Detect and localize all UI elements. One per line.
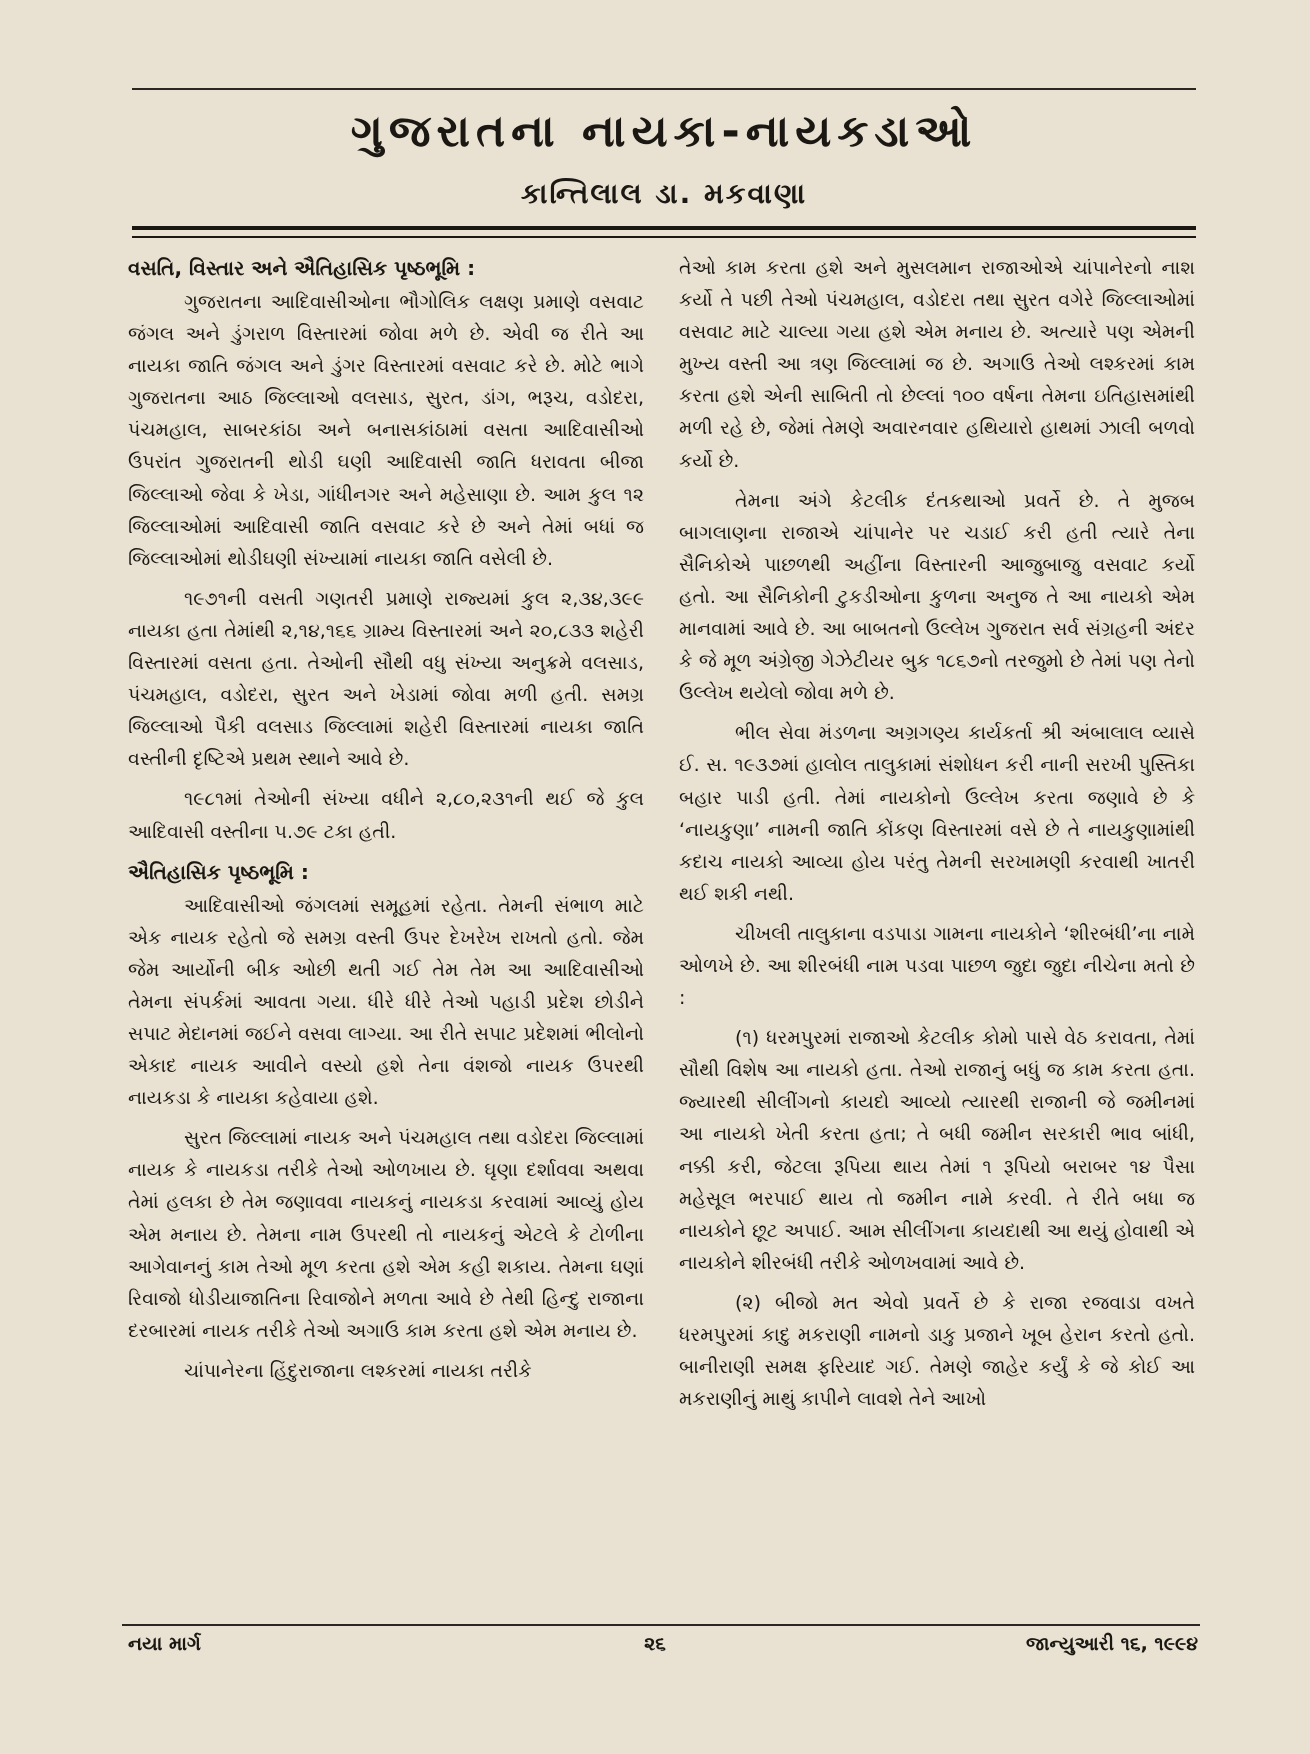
paragraph: ગુજરાતના આદિવાસીઓના ભૌગોલિક લક્ષણ પ્રમાણે વસવાટ જંગલ અને ડુંગરાળ વિસ્તારમાં જોવા મળે છે. એવી જ રીતે આ નાયકા જાતિ જંગલ અને ડુંગર વિસ્તારમાં વસવાટ કરે છે. મોટે ભાગે ગુજરાતના આઠ જિલ્લાઓ વલસાડ, સુરત, ડાંગ, ભરૂચ, વડોદરા, પંચમહાલ, સાબરકાંઠા અને બનાસકાંઠામાં વસતા આદિવાસીઓ ઉપરાંત ગુજરાતની થોડી ઘણી આદિવાસી જાતિ ધરાવતા બીજા જિલ્લાઓ જેવા કે ખેડા, ગાંધીનગર અને મહેસાણા છે. આમ કુલ ૧૨ જિલ્લાઓમાં આદિવાસી જાતિ વસવાટ કરે છે અને તેમાં બધાં જ જિલ્લાઓમાં થોડીઘણી સંખ્યામાં નાયકા જાતિ વસેલી છે. [128, 291, 644, 570]
right-column [679, 252, 1195, 1612]
left-column [128, 252, 644, 1612]
paragraph: (૨) બીજો મત એવો પ્રવર્તે છે કે રાજા રજવાડા વખતે ધરમપુરમાં કાદુ મકરાણી નામનો ડાકુ પ્રજાને ખૂબ હેરાન કરતો હતો. બાનીરાણી સમક્ષ ફરિયાદ ગઈ. તેમણે જાહેર કર્યું કે જે કોઈ આ મકરાણીનું માથું કાપીને લાવશે તેને આખો [679, 1291, 1195, 1411]
paragraph: તેઓ કામ કરતા હશે અને મુસલમાન રાજાઓએ ચાંપાનેરનો નાશ કર્યો તે પછી તેઓ પંચમહાલ, વડોદરા તથા સુરત વગેરે જિલ્લાઓમાં વસવાટ માટે ચાલ્યા ગયા હશે એમ મનાય છે. અત્યારે પણ એમની મુખ્ય વસ્તી આ ત્રણ જિલ્લામાં જ છે. અગાઉ તેઓ લશ્કરમાં કામ કરતા હશે એની સાબિતી તો છેલ્લાં ૧૦૦ વર્ષના તેમના ઇતિહાસમાંથી મળી રહે છે, જેમાં તેમણે અવારનવાર હથિયારો હાથમાં ઝાલી બળવો કર્યો છે. [679, 257, 1195, 472]
header-rule-thick [132, 226, 1196, 230]
paragraph: ચાંપાનેરના હિંદુરાજાના લશ્કરમાં નાયકા તરીકે [184, 1359, 532, 1382]
paragraph: તેમના અંગે કેટલીક દંતકથાઓ પ્રવર્તે છે. તે મુજબ બાગલાણના રાજાએ ચાંપાનેર પર ચડાઈ કરી હતી ત્યારે તેના સૈનિકોએ પાછળથી અહીંના વિસ્તારની આજુબાજુ વસવાટ કર્યો હતો. આ સૈનિકોની ટુકડીઓના કુળના અનુજ તે આ નાયકો એમ માનવામાં આવે છે. આ બાબતનો ઉલ્લેખ ગુજરાત સર્વ સંગ્રહની અંદર કે જે મૂળ અંગ્રેજી ગેઝેટીયર બુક ૧૮૬૭નો તરજુમો છે તેમાં પણ તેનો ઉલ્લેખ થયેલો જોવા મળે છે. [679, 489, 1195, 705]
article-title: ગુજરાતના નાયકા-નાયકડાઓ [350, 106, 978, 157]
footer-page-number: ૨૬ [644, 1633, 666, 1655]
paragraph: ૧૯૮૧માં તેઓની સંખ્યા વધીને ૨,૮૦,૨૩૧ની થઈ જે કુલ આદિવાસી વસ્તીના ૫.૭૯ ટકા હતી. [128, 788, 644, 843]
paragraph: ચીખલી તાલુકાના વડપાડા ગામના નાયકોને ‘શીરબંધી’ના નામે ઓળખે છે. આ શીરબંધી નામ પડવા પાછળ જુદા જુદા નીચેના મતો છે : [679, 922, 1195, 1010]
section-heading-population: વસતિ, વિસ્તાર અને ઐતિહાસિક પૃષ્ઠભૂમિ : [128, 256, 476, 280]
paragraph: (૧) ધરમપુરમાં રાજાઓ કેટલીક કોમો પાસે વેઠ કરાવતા, તેમાં સૌથી વિશેષ આ નાયકો હતા. તેઓ રાજાનું બધું જ કામ કરતા હતા. જ્યારથી સીલીંગનો કાયદો આવ્યો ત્યારથી રાજાની જે જમીનમાં આ નાયકો ખેતી કરતા હતા; તે બધી જમીન સરકારી ભાવ બાંધી, નક્કી કરી, જેટલા રૂપિયા થાય તેમાં ૧ રૂપિયો બરાબર ૧૪ પૈસા મહેસૂલ ભરપાઈ થાય તો જમીન નામે કરવી. તે રીતે બધા જ નાયકોને છૂટ અપાઈ. આમ સીલીંગના કાયદાથી આ થયું હોવાથી એ નાયકોને શીરબંધી તરીકે ઓળખવામાં આવે છે. [679, 1027, 1195, 1274]
paragraph: ૧૯૭૧ની વસતી ગણતરી પ્રમાણે રાજ્યમાં કુલ ૨,૩૪,૩૯૯ નાયકા હતા તેમાંથી ૨,૧૪,૧૬૬ ગ્રામ્ય વિસ્તારમાં અને ૨૦,૮૩૩ શહેરી વિસ્તારમાં વસતા હતા. તેઓની સૌથી વધુ સંખ્યા અનુક્રમે વલસાડ, પંચમહાલ, વડોદરા, સુરત અને ખેડામાં જોવા મળી હતી. સમગ્ર જિલ્લાઓ પૈકી વલસાડ જિલ્લામાં શહેરી વિસ્તારમાં નાયકા જાતિ વસ્તીની દૃષ્ટિએ પ્રથમ સ્થાને આવે છે. [128, 587, 644, 771]
section-heading-history: ઐતિહાસિક પૃષ્ઠભૂમિ : [128, 859, 309, 884]
paragraph: ભીલ સેવા મંડળના અગ્રગણ્ય કાર્યકર્તા શ્રી અંબાલાલ વ્યાસે ઈ. સ. ૧૯૩૭માં હાલોલ તાલુકામાં સંશોધન કરી નાની સરખી પુસ્તિકા બહાર પાડી હતી. તેમાં નાયકોનો ઉલ્લેખ કરતા જણાવે છે કે ‘નાયકુણા’ નામની જાતિ કોંકણ વિસ્તારમાં વસે છે તે નાયકુણામાંથી કદાચ નાયકો આવ્યા હોય પરંતુ તેમની સરખામણી કરવાથી ખાતરી થઈ શકી નથી. [679, 722, 1195, 905]
footer-rule [122, 1624, 1200, 1626]
article-author: કાન્તિલાલ ડા. મકવાણા [520, 177, 808, 210]
footer-date: જાન્યુઆરી ૧૬, ૧૯૯૪ [1026, 1633, 1198, 1655]
footer-publication: નયા માર્ગ [128, 1633, 201, 1655]
header-rule-thin [132, 236, 1196, 238]
paragraph: સુરત જિલ્લામાં નાયક અને પંચમહાલ તથા વડોદરા જિલ્લામાં નાયક કે નાયકડા તરીકે તેઓ ઓળખાય છે. ઘૃણા દર્શાવવા અથવા તેમાં હલકા છે તેમ જણાવવા નાયકનું નાયકડા કરવામાં આવ્યું હોય એમ મનાય છે. તેમના નામ ઉપરથી તો નાયકનું એટલે કે ટોળીના આગેવાનનું કામ તેઓ મૂળ કરતા હશે એમ કહી શકાય. તેમના ઘણાં રિવાજો ધોડીયાજાતિના રિવાજોને મળતા આવે છે તેથી હિન્દુ રાજાના દરબારમાં નાયક તરીકે તેઓ અગાઉ કામ કરતા હશે એમ મનાય છે. [128, 1127, 644, 1342]
top-rule [132, 88, 1196, 90]
paragraph: આદિવાસીઓ જંગલમાં સમૂહમાં રહેતા. તેમની સંભાળ માટે એક નાયક રહેતો જે સમગ્ર વસ્તી ઉપર દેખરેખ રાખતો હતો. જેમ જેમ આર્યોની બીક ઓછી થતી ગઈ તેમ તેમ આ આદિવાસીઓ તેમના સંપર્કમાં આવતા ગયા. ધીરે ધીરે તેઓ પહાડી પ્રદેશ છોડીને સપાટ મેદાનમાં જઈને વસવા લાગ્યા. આ રીતે સપાટ પ્રદેશમાં ભીલોનો એકાદ નાયક આવીને વસ્યો હશે તેના વંશજો નાયક ઉપરથી નાયકડા કે નાયકા કહેવાયા હશે. [128, 894, 644, 1110]
